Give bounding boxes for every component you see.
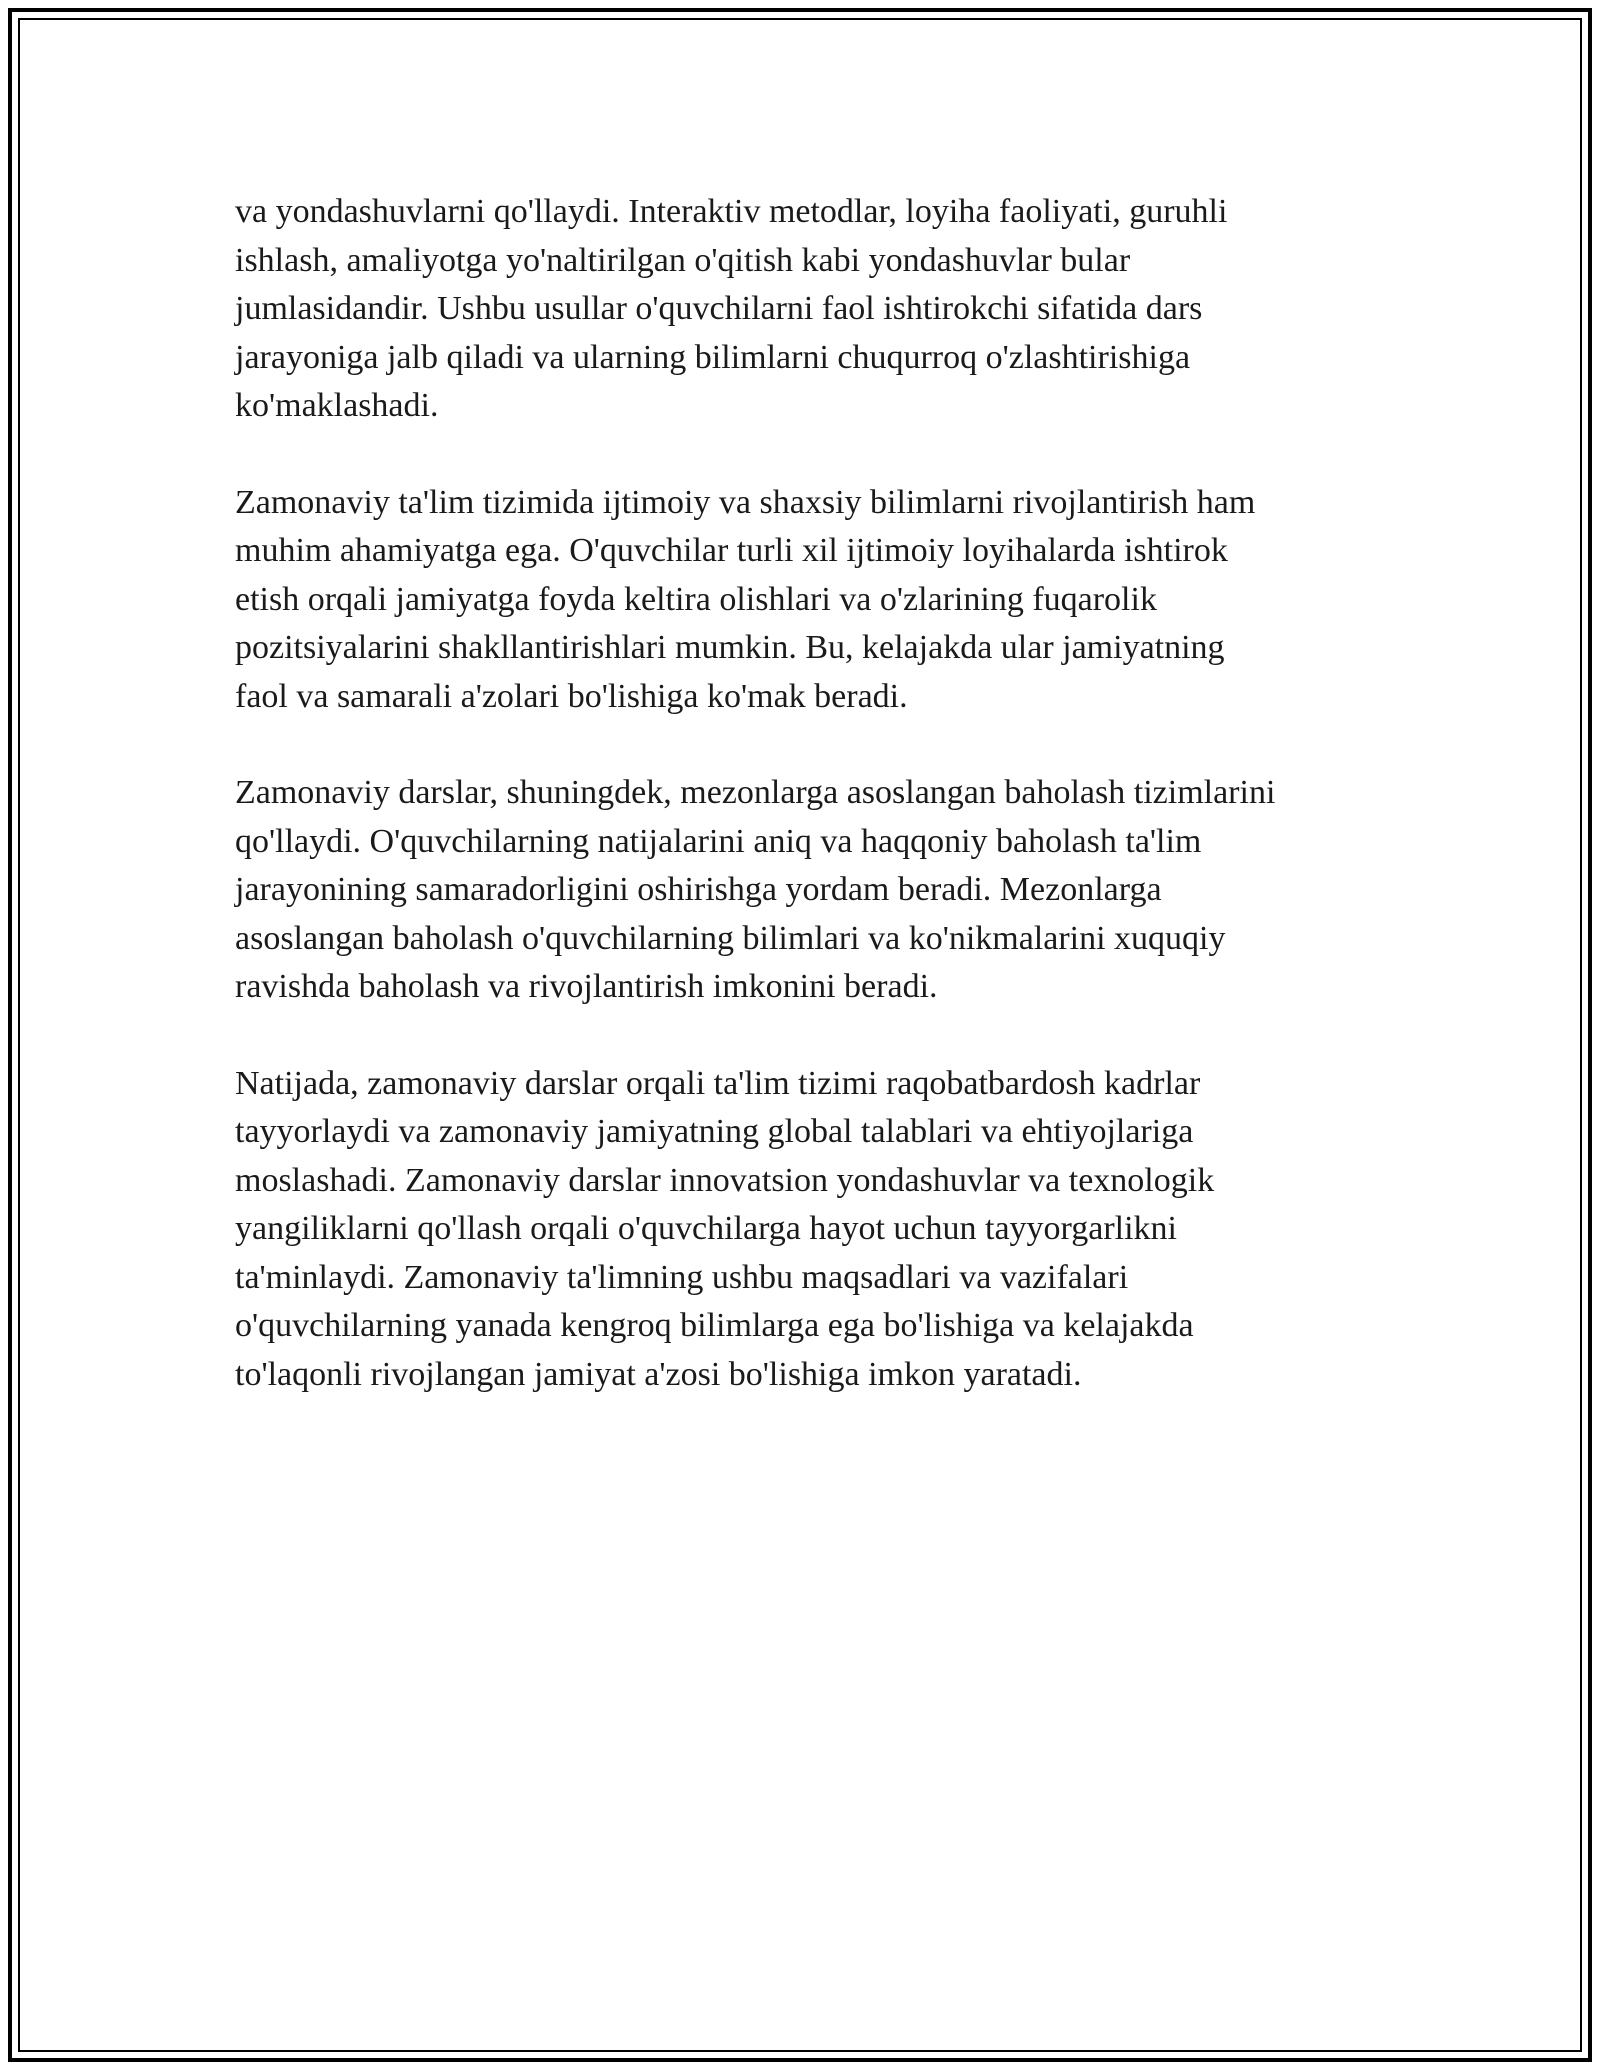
paragraph-4: Natijada, zamonaviy darslar orqali ta'lim tizimi raqobatbardosh kadrlar tayyorlaydi va zamonaviy jamiyatning global talablari va ehtiyojlariga moslashadi. Zamonaviy darslar innovatsion yondashuvlar va texnologik yangiliklarni qo'llash orqali o'quvchilarga hayot uchun tayyorgarlikni ta'minlaydi. Zamonaviy ta'limning ushbu maqsadlari va vazifalari o'quvchilarning yanada kengroq bilimlarga ega bo'lishiga va kelajakda to'laqonli rivojlangan jamiyat a'zosi bo'lishiga imkon yaratadi. [235,1064,1215,1393]
paragraph-1: va yondashuvlarni qo'llaydi. Interaktiv metodlar, loyiha faoliyati, guruhli ishlash, amaliyotga yo'naltirilgan o'qitish kabi yondashuvlar bular jumlasidandir. Ushbu usullar o'quvchilarni faol ishtirokchi sifatida dars jarayoniga jalb qiladi va ularning bilimlarni chuqurroq o'zlashtirishiga ko'maklashadi. [235,193,1228,424]
paragraph-3: Zamonaviy darslar, shuningdek, mezonlarga asoslangan baholash tizimlarini qo'llaydi. O'quvchilarning natijalarini aniq va haqqoniy baholash ta'lim jarayonining samaradorligini oshirishga yordam beradi. Mezonlarga asoslangan baholash o'quvchilarning bilimlari va ko'nikmalarini xuquqiy ravishda baholash va rivojlantirish imkonini beradi. [235,774,1276,1005]
document-body [235,188,1375,1447]
paragraph-2: Zamonaviy ta'lim tizimida ijtimoiy va shaxsiy bilimlarni rivojlantirish ham muhim ahamiyatga ega. O'quvchilar turli xil ijtimoiy loyihalarda ishtirok etish orqali jamiyatga foyda keltira olishlari va o'zlarining fuqarolik pozitsiyalarini shakllantirishlari mumkin. Bu, kelajakda ular jamiyatning faol va samarali a'zolari bo'lishiga ko'mak beradi. [235,483,1256,715]
